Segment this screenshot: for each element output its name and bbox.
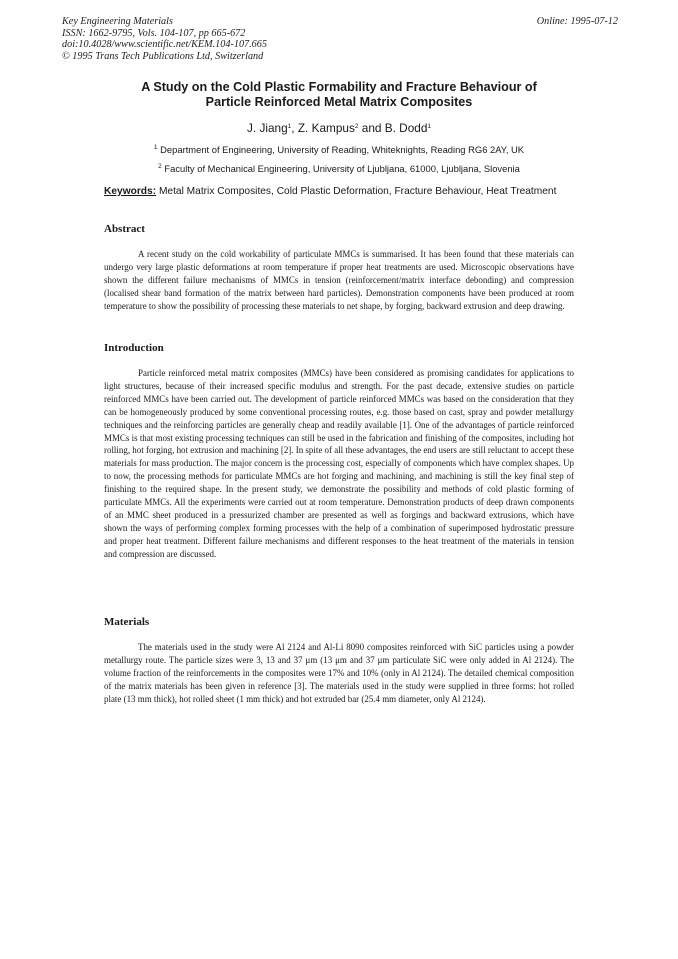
author-affiliation-mark: 1	[287, 123, 292, 130]
affiliation-2	[0, 163, 678, 174]
doi-line: doi:10.4028/www.scientific.net/KEM.104-107.665	[62, 39, 267, 51]
keywords-label: Keywords:	[104, 186, 157, 197]
introduction-body	[104, 367, 574, 561]
author-name: J. Jiang	[246, 121, 288, 135]
keywords	[104, 186, 574, 198]
paper-title	[80, 80, 598, 110]
abstract-paragraph: A recent study on the cold workability of particulate MMCs is summarised. It has been found that these materials can undergo very large plastic deformations at room temperature if proper heat treatments are used. Microscopic observations have shown the different failure mechanisms of MMCs in tension (reinforcement/matrix interface debonding) and compression (localised shear band formation of the matrix between hard particles). Demonstration components have been produced at room temperature to show the possibility of processing these materials to net shape, by forging, backward extrusion and deep drawing.	[104, 249, 574, 311]
author-affiliation-mark: 1	[427, 123, 432, 130]
journal-name: Key Engineering Materials	[62, 16, 173, 27]
author-separator: ,	[291, 121, 298, 135]
affiliation-text: Department of Engineering, University of Reading, Whiteknights, Reading RG6 2AY, UK	[160, 144, 525, 155]
materials-body	[104, 641, 574, 706]
title-line-2: Particle Reinforced Metal Matrix Composites	[205, 95, 473, 109]
abstract-heading: Abstract	[104, 223, 145, 235]
author-name: B. Dodd	[384, 121, 428, 135]
author-name: Z. Kampus	[297, 121, 355, 135]
author-list	[0, 121, 678, 135]
issn-line: ISSN: 1662-9795, Vols. 104-107, pp 665-672	[62, 27, 246, 39]
copyright-line: © 1995 Trans Tech Publications Ltd, Switzerland	[62, 50, 264, 62]
title-line-1: A Study on the Cold Plastic Formability and Fracture Behaviour of	[141, 80, 537, 94]
citation-header	[62, 16, 618, 62]
author-separator: and	[358, 121, 385, 135]
affiliation-mark: 1	[153, 144, 158, 151]
author-affiliation-mark: 2	[354, 123, 359, 130]
materials-paragraph: The materials used in the study were Al 2124 and Al-Li 8090 composites reinforced with SiC particles using a powder metallurgy route. The particle sizes were 3, 13 and 37 μm (13 μm and 37 μm particulate SiC were only added in Al 2124). The volume fraction of the reinforcements in the composites were 17% and 10% (only in Al 2124). The detailed chemical composition of the matrix materials has been given in reference [3]. The materials used in the study were supplied in three forms: hot rolled plate (13 mm thick), hot rolled sheet (1 mm thick) and hot extruded bar (25.4 mm diameter, only Al 2124).	[104, 642, 574, 704]
affiliation-text: Faculty of Mechanical Engineering, University of Ljubljana, 61000, Ljubljana, Slovenia	[164, 163, 520, 174]
online-date: Online: 1995-07-12	[536, 16, 618, 27]
affiliation-1	[0, 144, 678, 155]
introduction-paragraph: Particle reinforced metal matrix composites (MMCs) have been considered as promising candidates for applications to light structures, because of their increased specific modulus and strength. For the past decade, extensive studies on particle reinforced MMCs have been carried out. The development of particle reinforced MMCs was based on the consideration that they can be homogeneously produced by some conventional processing routes, e.g. those based on cast, spray and powder metallurgy techniques and the reinforcing particles are generally cheap and readily available [1]. One of the advantages of particle reinforced MMCs is that most existing processing techniques can still be used in the fabrication and finishing of the composites, including hot rolling, hot forging, hot extrusion and machining [2]. In spite of all these advantages, the end users are still reluctant to accept these materials for mass production. The major concern is the processing cost, especially of components which have complex shapes. Up to now, the processing methods for particulate MMCs are hot forging and machining, and machining is still the key final step of finishing to the required shape. In the present study, we demonstrate the possibility and methods of cold plastic forming of particulate MMCs. All the experiments were carried out at room temperature. Demonstration products of deep drawn components of an MMC sheet produced in a pressurized chamber are presented as well as forgings and backward extrusions, which have shown the ways of performing complex forming processes with the help of a combination of superimposed hydrostatic pressure and proper heat treatment. Different failure mechanisms and different responses to the heat treatment of the materials in tension and compression are discussed.	[104, 368, 574, 559]
keywords-text: Metal Matrix Composites, Cold Plastic Deformation, Fracture Behaviour, Heat Treatment	[158, 186, 557, 197]
affiliation-mark: 2	[158, 163, 162, 170]
materials-heading: Materials	[104, 616, 150, 628]
introduction-heading: Introduction	[104, 342, 164, 354]
abstract-body	[104, 248, 574, 313]
